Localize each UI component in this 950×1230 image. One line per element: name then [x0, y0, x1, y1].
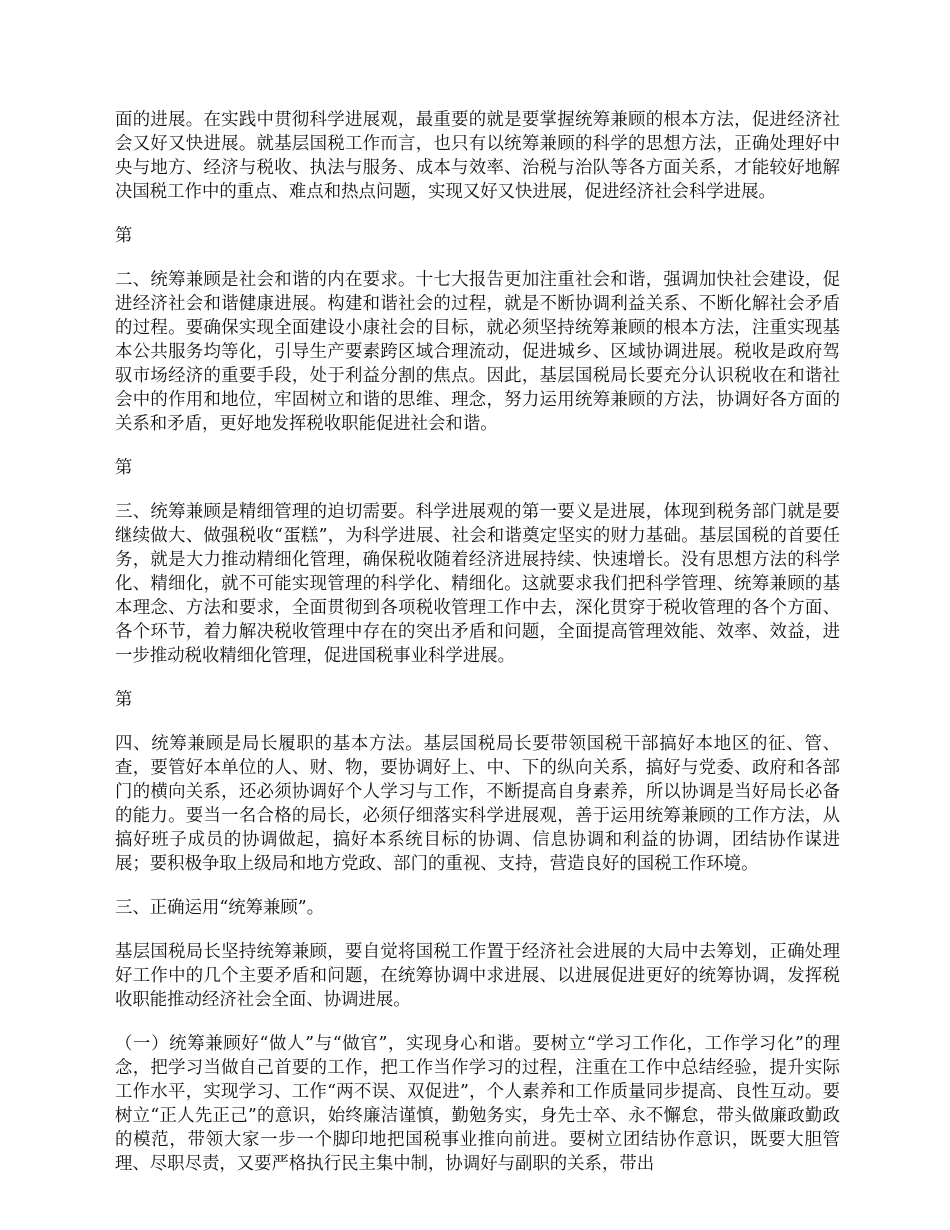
paragraph-section-2: 二、统筹兼顾是社会和谐的内在要求。十七大报告更加注重社会和谐，强调加快社会建设，促进经济社会和谐健康进展。构建和谐社会的过程，就是不断协调利益关系、不断化解社会矛盾的过程。要确保实现全面建设小康社会的目标，就必须坚持统筹兼顾的根本方法，注重实现基本公共服务均等化，引导生产要素跨区域合理流动，促进城乡、区域协调进展。税收是政府驾驭市场经济的重要手段，处于利益分割的焦点。因此，基层国税局长要充分认识税收在和谐社会中的作用和地位，牢固树立和谐的思维、理念，努力运用统筹兼顾的方法，协调好各方面的关系和矛盾，更好地发挥税收职能促进社会和谐。 [115, 270, 840, 434]
paragraph-fragment: 第 [115, 226, 133, 246]
paragraph-fragment: 第 [115, 458, 133, 478]
paragraph-intro-continuation: 面的进展。在实践中贯彻科学进展观，最重要的就是要掌握统筹兼顾的根本方法，促进经济社会又好又快进展。就基层国税工作而言，也只有以统筹兼顾的科学的思想方法，正确处理好中央与地方、经济与税收、执法与服务、成本与效率、治税与治队等各方面关系，才能较好地解决国税工作中的重点、难点和热点问题，实现又好又快进展，促进经济社会科学进展。 [115, 110, 840, 202]
document-body [115, 108, 840, 1196]
section-heading: 三、正确运用“统筹兼顾”。 [115, 898, 325, 918]
paragraph-subsection-1: （一）统筹兼顾好“做人”与“做官”，实现身心和谐。要树立“学习工作化，工作学习化”的理念，把学习当做自己首要的工作，把工作当作学习的过程，注重在工作中总结经验，提升实际工作水平，实现学习、工作“两不误、双促进”，个人素养和工作质量同步提高、良性互动。要树立“正人先正己”的意识，始终廉洁谨慎，勤勉务实，身先士卒、永不懈怠，带头做廉政勤政的模范，带领大家一步一个脚印地把国税事业推向前进。要树立团结协作意识，既要大胆管理、尽职尽责，又要严格执行民主集中制，协调好与副职的关系，带出 [115, 1034, 840, 1174]
paragraph-section-3: 三、统筹兼顾是精细管理的迫切需要。科学进展观的第一要义是进展，体现到税务部门就是要继续做大、做强税收“蛋糕”，为科学进展、社会和谐奠定坚实的财力基础。基层国税的首要任务，就是大力推动精细化管理，确保税收随着经济进展持续、快速增长。没有思想方法的科学化、精细化，就不可能实现管理的科学化、精细化。这就要求我们把科学管理、统筹兼顾的基本理念、方法和要求，全面贯彻到各项税收管理工作中去，深化贯穿于税收管理的各个方面、各个环节，着力解决税收管理中存在的突出矛盾和问题，全面提高管理效能、效率、效益，进一步推动税收精细化管理，促进国税事业科学进展。 [115, 502, 840, 666]
paragraph-section-intro: 基层国税局长坚持统筹兼顾，要自觉将国税工作置于经济社会进展的大局中去筹划，正确处理好工作中的几个主要矛盾和问题，在统筹协调中求进展、以进展促进更好的统筹协调，发挥税收职能推动经济社会全面、协调进展。 [115, 942, 840, 1010]
paragraph-section-4: 四、统筹兼顾是局长履职的基本方法。基层国税局长要带领国税干部搞好本地区的征、管、查，要管好本单位的人、财、物，要协调好上、中、下的纵向关系，搞好与党委、政府和各部门的横向关系，还必须协调好个人学习与工作，不断提高自身素养，所以协调是当好局长必备的能力。要当一名合格的局长，必须仔细落实科学进展观，善于运用统筹兼顾的工作方法，从搞好班子成员的协调做起，搞好本系统目标的协调、信息协调和利益的协调，团结协作谋进展；要积极争取上级局和地方党政、部门的重视、支持，营造良好的国税工作环境。 [115, 734, 840, 874]
paragraph-fragment: 第 [115, 690, 133, 710]
